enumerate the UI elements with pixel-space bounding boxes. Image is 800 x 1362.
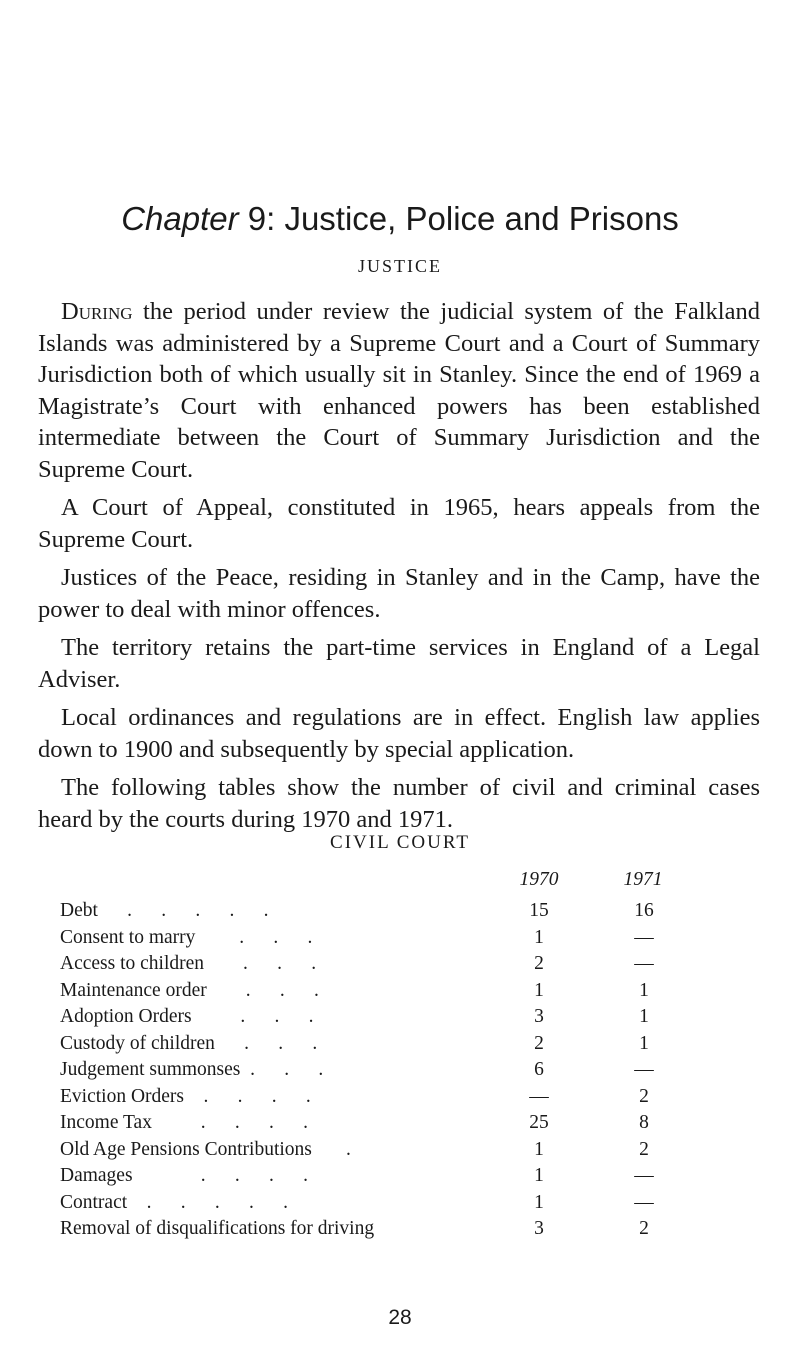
row-label: Debt . . . . . bbox=[60, 900, 269, 921]
value-1971: 8 bbox=[639, 1112, 649, 1133]
page-number: 28 bbox=[388, 1306, 412, 1329]
value-1971: — bbox=[634, 1165, 654, 1186]
paragraph-1 bbox=[38, 296, 760, 485]
value-1971: 1 bbox=[639, 1006, 649, 1027]
value-1970: 15 bbox=[529, 900, 549, 921]
value-1970: 1 bbox=[534, 1191, 544, 1213]
row-label: Contract . . . . . bbox=[60, 1191, 289, 1213]
table-row bbox=[60, 978, 700, 1005]
table-row bbox=[60, 1216, 700, 1243]
row-label: Consent to marry . . . bbox=[60, 926, 313, 948]
value-1970: 2 bbox=[534, 953, 544, 974]
paragraph-1-text: the period under review the judicial system of the Falkland Islands was administered by a Supreme Court and a Court of Summary Jurisdiction both of which usually sit in Stanley. Since the end of 1969 a Magistrate’s Court with enhanced powers has been established intermediate between the Court of Summary Jurisdiction and the Supreme Court. bbox=[38, 298, 760, 483]
row-label: Removal of disqualifications for driving bbox=[60, 1218, 375, 1239]
row-label: Access to children . . . bbox=[60, 953, 317, 974]
table-row bbox=[60, 1110, 700, 1137]
value-1971: 2 bbox=[639, 1218, 649, 1239]
value-1970: 3 bbox=[534, 1006, 544, 1027]
value-1970: 6 bbox=[534, 1059, 544, 1080]
table-row bbox=[60, 1057, 700, 1084]
table-column-headers bbox=[60, 869, 700, 898]
row-label: Custody of children . . . bbox=[60, 1032, 318, 1054]
body-text bbox=[38, 296, 760, 842]
value-1970: 3 bbox=[534, 1218, 544, 1239]
value-1971: 1 bbox=[639, 979, 649, 1001]
value-1971: 16 bbox=[634, 900, 654, 921]
value-1970: — bbox=[529, 1085, 549, 1107]
table-row bbox=[60, 1084, 700, 1111]
table-row bbox=[60, 898, 700, 925]
value-1970: 1 bbox=[534, 926, 544, 948]
table-row bbox=[60, 1004, 700, 1031]
row-label: Eviction Orders . . . . bbox=[60, 1085, 311, 1107]
table-row bbox=[60, 1190, 700, 1217]
value-1970: 1 bbox=[534, 1138, 544, 1160]
column-header-1971: 1971 bbox=[623, 869, 663, 890]
paragraph-6: The following tables show the number of civil and criminal cases heard by the courts during 1970 and 1971. bbox=[38, 774, 760, 833]
value-1971: 2 bbox=[639, 1085, 649, 1107]
civil-court-table bbox=[60, 869, 700, 1243]
row-label: Maintenance order . . . bbox=[60, 979, 319, 1001]
column-header-1970: 1970 bbox=[519, 869, 559, 890]
value-1970: 25 bbox=[529, 1112, 549, 1133]
row-label: Old Age Pensions Contributions . bbox=[60, 1138, 351, 1160]
table-row bbox=[60, 925, 700, 952]
row-label: Judgement summonses . . . bbox=[60, 1059, 324, 1080]
value-1970: 1 bbox=[534, 979, 544, 1001]
paragraph-3: Justices of the Peace, residing in Stanley and in the Camp, have the power to deal with minor offences. bbox=[38, 564, 760, 623]
table-row bbox=[60, 1137, 700, 1164]
paragraph-5: Local ordinances and regulations are in effect. English law applies down to 1900 and subsequently by special application. bbox=[38, 704, 760, 763]
row-label: Damages . . . . bbox=[60, 1165, 309, 1186]
section-heading-justice: JUSTICE bbox=[357, 256, 442, 276]
table-row bbox=[60, 1163, 700, 1190]
table-row bbox=[60, 951, 700, 978]
value-1970: 2 bbox=[534, 1032, 544, 1054]
table-body bbox=[60, 898, 700, 1243]
value-1971: — bbox=[634, 1059, 654, 1080]
value-1970: 1 bbox=[534, 1165, 544, 1186]
value-1971: 1 bbox=[639, 1032, 649, 1054]
value-1971: — bbox=[634, 926, 654, 948]
paragraph-4: The territory retains the part-time services in England of a Legal Adviser. bbox=[38, 634, 760, 693]
chapter-title bbox=[0, 200, 800, 238]
value-1971: — bbox=[634, 1191, 654, 1213]
value-1971: 2 bbox=[639, 1138, 649, 1160]
chapter-prefix: Chapter bbox=[121, 200, 239, 237]
paragraph-1-lead: During bbox=[61, 298, 133, 325]
chapter-title-text: 9: Justice, Police and Prisons bbox=[247, 200, 679, 237]
civil-court-heading: CIVIL COURT bbox=[330, 832, 470, 853]
row-label: Income Tax . . . . bbox=[60, 1112, 308, 1133]
row-label: Adoption Orders . . . bbox=[60, 1006, 314, 1027]
value-1971: — bbox=[634, 953, 654, 974]
table-row bbox=[60, 1031, 700, 1058]
paragraph-2: A Court of Appeal, constituted in 1965, hears appeals from the Supreme Court. bbox=[38, 494, 760, 553]
